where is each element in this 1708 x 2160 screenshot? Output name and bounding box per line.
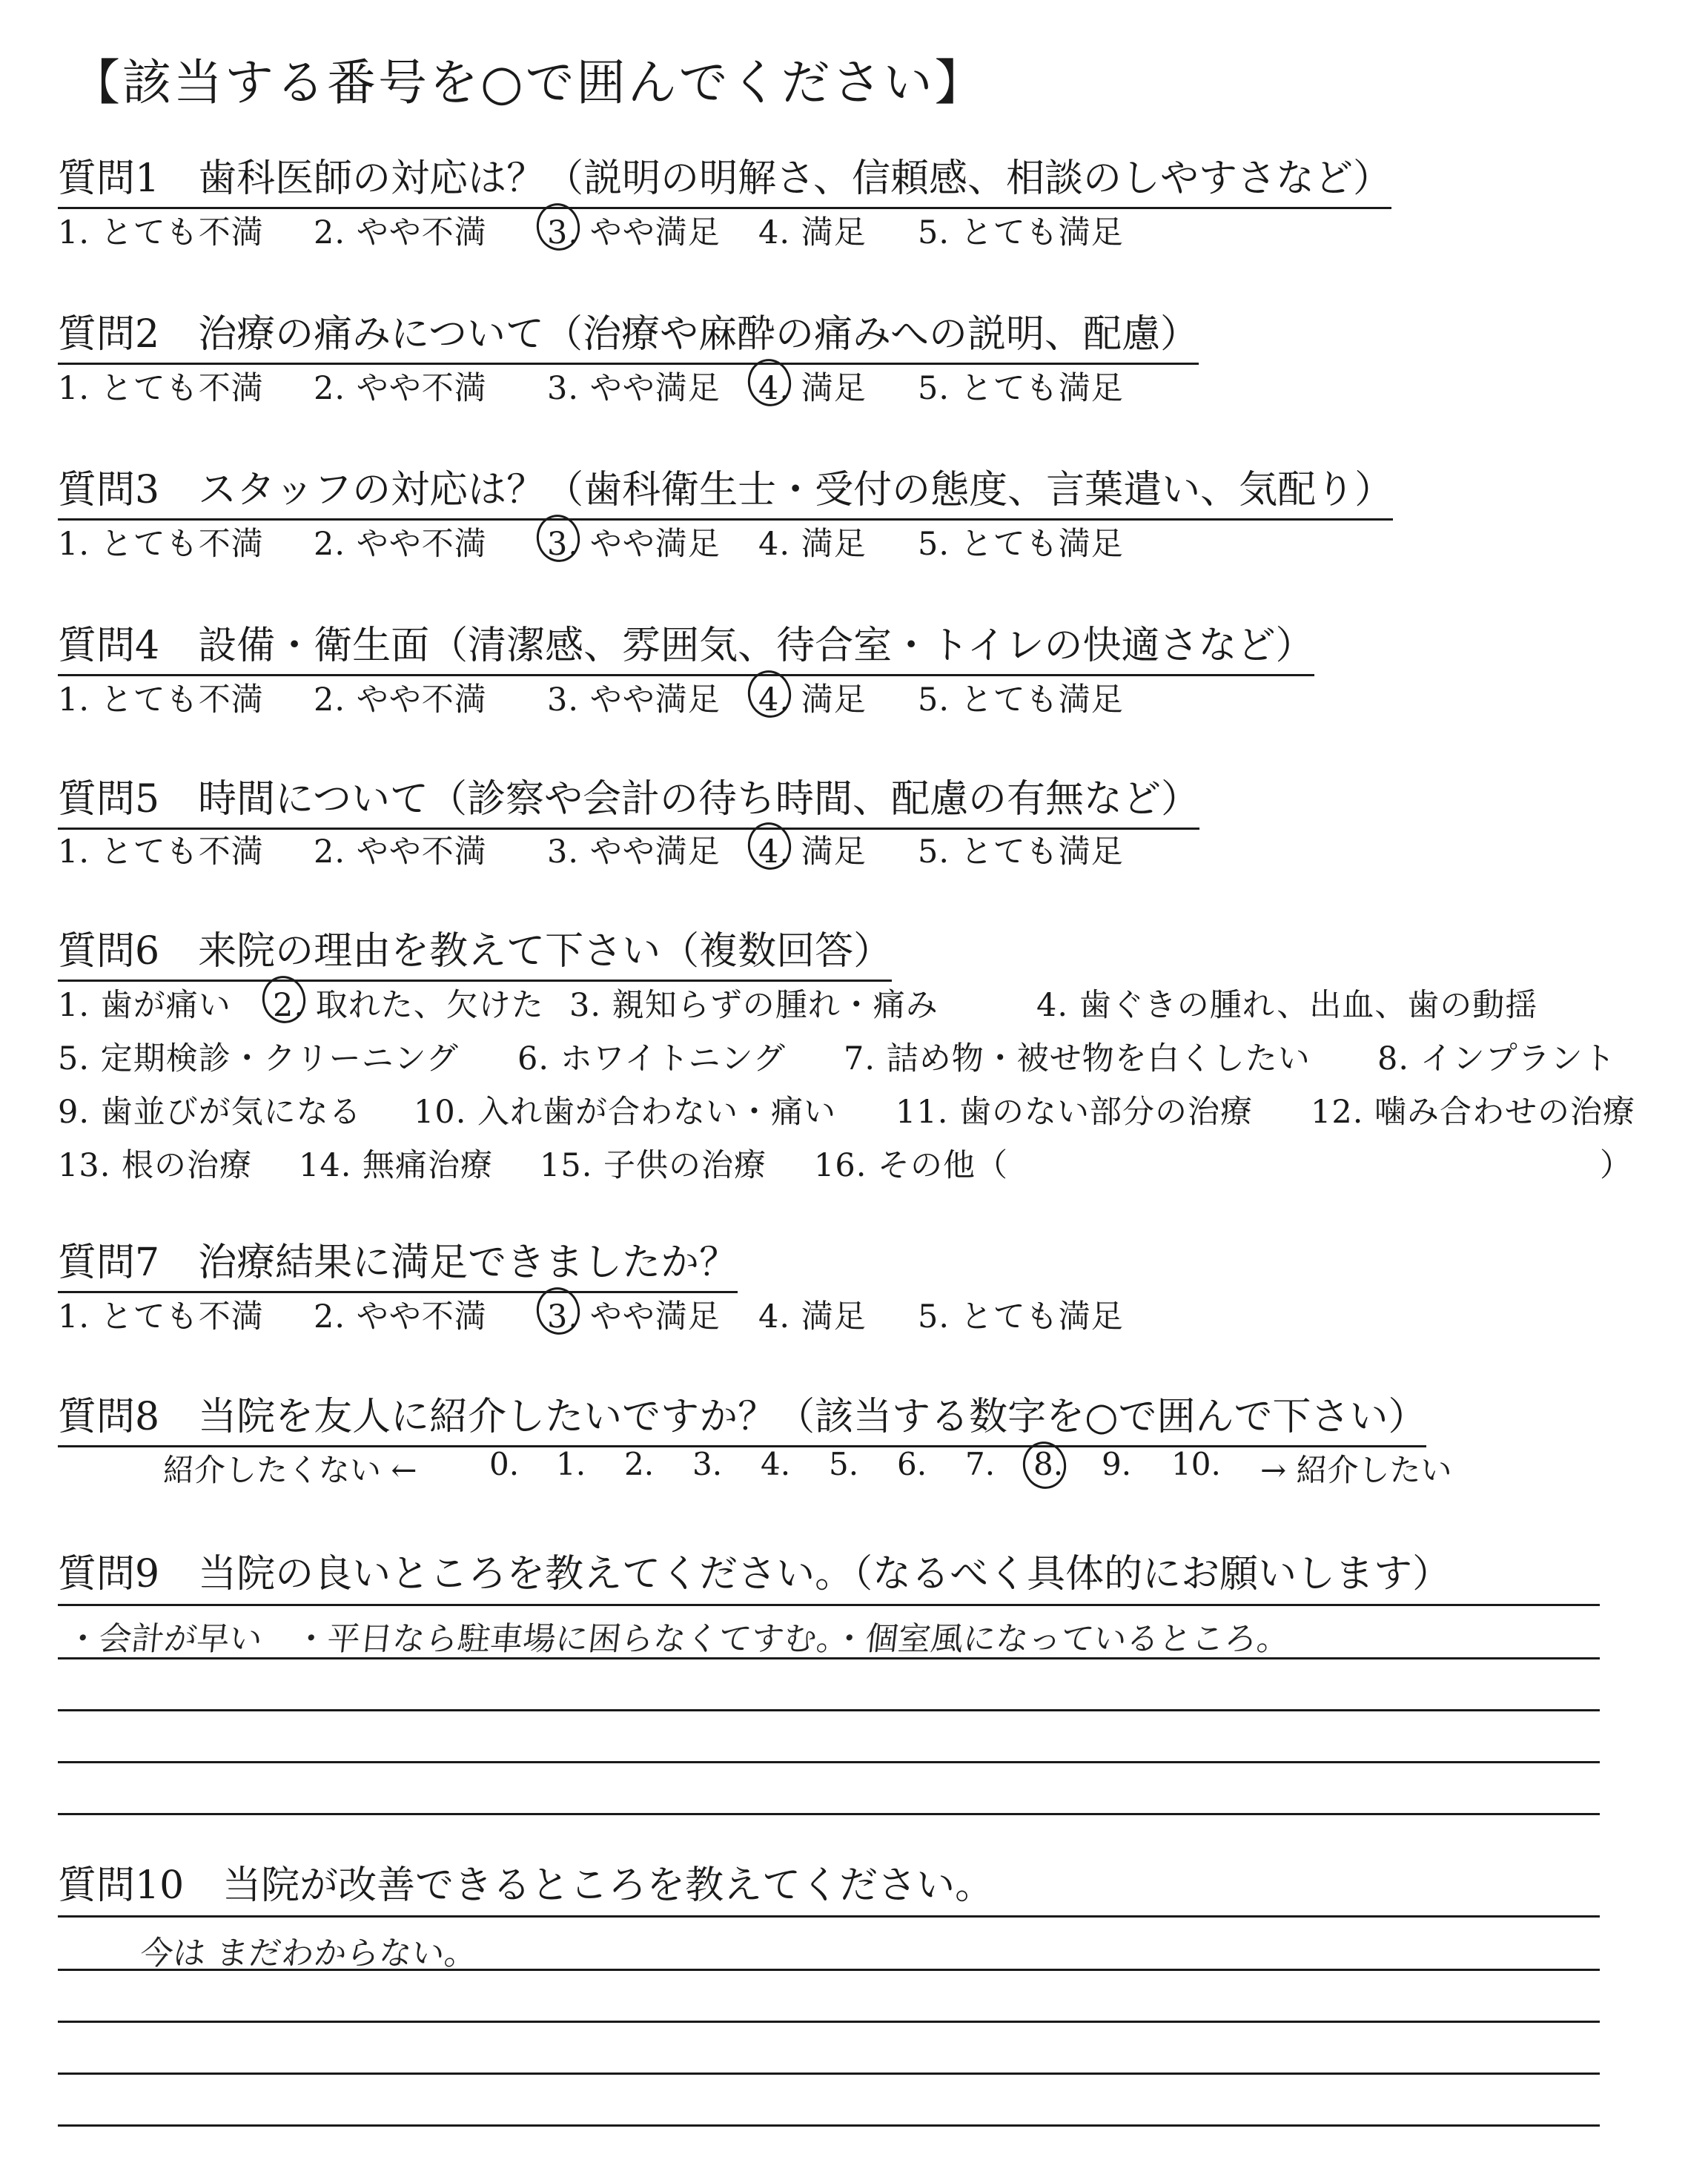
q6-option-8[interactable]: 8. インプラント — [1377, 1040, 1616, 1077]
q6-option-14[interactable]: 14. 無痛治療 — [299, 1147, 494, 1184]
rating-option-5[interactable] — [918, 519, 1124, 564]
q6-option-7[interactable]: 7. 詰め物・被せ物を白くしたい — [844, 1040, 1311, 1077]
rating-option-text: 3. やや満足 — [547, 833, 721, 871]
q6-option-3[interactable]: 3. 親知らずの腫れ・痛み — [569, 987, 939, 1024]
q8-value-0[interactable]: 0. — [489, 1446, 520, 1482]
rating-option-text: 4. 満足 — [758, 214, 867, 251]
rating-option-4[interactable] — [758, 208, 867, 253]
rating-option-4[interactable] — [758, 675, 867, 720]
rating-option-text: 3. やや満足 — [547, 519, 721, 564]
question-1-heading: 質問1 歯科医師の対応は？（説明の明解さ、信頼感、相談のしやすさなど） — [58, 147, 1391, 209]
rating-option-text: 4. 満足 — [758, 1298, 867, 1335]
q6-option-5[interactable]: 5. 定期検診・クリーニング — [58, 1040, 459, 1077]
q6-other-close-paren: ） — [1600, 1147, 1632, 1184]
q6-option-9[interactable]: 9. 歯並びが気になる — [58, 1094, 362, 1131]
answer-line — [58, 2021, 1600, 2023]
rating-option-1[interactable] — [58, 827, 264, 872]
q10-handwritten-answer[interactable]: 今は まだわからない。 — [138, 1935, 480, 1972]
q8-right-label: → 紹介したい — [1260, 1452, 1452, 1488]
question-10-heading: 質問10 当院が改善できるところを教えてください。 — [58, 1863, 994, 1908]
q8-value-6[interactable]: 6. — [897, 1446, 927, 1482]
rating-option-5[interactable] — [918, 363, 1124, 409]
answer-line — [58, 2073, 1600, 2075]
q8-value-2[interactable]: 2. — [624, 1446, 655, 1482]
answer-line — [58, 1761, 1600, 1763]
rating-option-text: 4. 満足 — [758, 526, 867, 563]
rating-option-text: 3. やや満足 — [547, 208, 721, 253]
page-title: 【該当する番号を○で囲んでください】 — [71, 54, 986, 111]
answer-line — [58, 2124, 1600, 2127]
q8-value-7[interactable]: 7. — [965, 1446, 996, 1482]
answer-line — [58, 1969, 1600, 1971]
rating-option-2[interactable] — [314, 519, 487, 564]
question-2-heading: 質問2 治療の痛みについて（治療や麻酔の痛みへの説明、配慮） — [58, 303, 1199, 365]
question-9-heading: 質問9 当院の良いところを教えてください。（なるべく具体的にお願いします） — [58, 1552, 1452, 1596]
rating-option-3[interactable] — [547, 827, 721, 872]
rating-option-4[interactable] — [758, 519, 867, 564]
rating-option-text: 2. やや不満 — [314, 370, 487, 407]
rating-option-3[interactable] — [547, 519, 721, 564]
rating-option-text: 5. とても満足 — [918, 833, 1124, 871]
rating-option-text: 3. やや満足 — [547, 1292, 721, 1337]
question-8-heading: 質問8 当院を友人に紹介したいですか？（該当する数字を○で囲んで下さい） — [58, 1385, 1426, 1447]
q6-option-2-text: 2. 取れた、欠けた — [273, 980, 544, 1025]
rating-option-text: 4. 満足 — [758, 675, 867, 720]
q9-handwritten-answer[interactable]: ・会計が早い ・平日なら駐車場に困らなくてすむ。・個室風になっているところ。 — [64, 1620, 1292, 1658]
rating-option-text: 1. とても不満 — [58, 526, 264, 563]
q8-value-4[interactable]: 4. — [761, 1446, 791, 1482]
q6-option-2[interactable] — [273, 980, 544, 1025]
rating-option-5[interactable] — [918, 208, 1124, 253]
rating-option-2[interactable] — [314, 675, 487, 720]
q8-value-10[interactable]: 10. — [1171, 1446, 1221, 1482]
rating-option-3[interactable] — [547, 1292, 721, 1337]
rating-option-1[interactable] — [58, 675, 264, 720]
rating-option-text: 2. やや不満 — [314, 526, 487, 563]
rating-option-text: 3. やや満足 — [547, 370, 721, 407]
rating-option-4[interactable] — [758, 827, 867, 872]
question-5-heading: 質問5 時間について（診察や会計の待ち時間、配慮の有無など） — [58, 767, 1199, 830]
q8-value-5[interactable]: 5. — [829, 1446, 859, 1482]
rating-option-text: 1. とても不満 — [58, 1298, 264, 1335]
q6-option-11[interactable]: 11. 歯のない部分の治療 — [896, 1094, 1254, 1131]
rating-option-text: 2. やや不満 — [314, 681, 487, 719]
q6-option-10[interactable]: 10. 入れ歯が合わない・痛い — [414, 1094, 837, 1131]
rating-option-text: 5. とても満足 — [918, 370, 1124, 407]
answer-line — [58, 1604, 1600, 1606]
answer-line — [58, 1813, 1600, 1815]
rating-option-text: 1. とても不満 — [58, 370, 264, 407]
q8-value-9[interactable]: 9. — [1102, 1446, 1132, 1482]
q8-value-8-text: 8. — [1033, 1446, 1064, 1482]
rating-option-3[interactable] — [547, 208, 721, 253]
rating-option-3[interactable] — [547, 363, 721, 409]
question-3-heading: 質問3 スタッフの対応は？（歯科衛生士・受付の態度、言葉遣い、気配り） — [58, 458, 1393, 521]
rating-option-5[interactable] — [918, 1292, 1124, 1337]
q8-value-3[interactable]: 3. — [692, 1446, 723, 1482]
q6-option-15[interactable]: 15. 子供の治療 — [540, 1147, 767, 1184]
question-4-heading: 質問4 設備・衛生面（清潔感、雰囲気、待合室・トイレの快適さなど） — [58, 614, 1314, 676]
rating-option-1[interactable] — [58, 208, 264, 253]
q6-option-13[interactable]: 13. 根の治療 — [58, 1147, 253, 1184]
rating-option-4[interactable] — [758, 363, 867, 409]
q6-option-12[interactable]: 12. 噛み合わせの治療 — [1311, 1094, 1636, 1131]
rating-option-5[interactable] — [918, 675, 1124, 720]
rating-option-text: 4. 満足 — [758, 827, 867, 872]
q6-option-6[interactable]: 6. ホワイトニング — [517, 1040, 786, 1077]
rating-option-2[interactable] — [314, 1292, 487, 1337]
rating-option-text: 2. やや不満 — [314, 214, 487, 251]
rating-option-text: 5. とても満足 — [918, 1298, 1124, 1335]
rating-option-2[interactable] — [314, 827, 487, 872]
q6-option-16[interactable]: 16. その他（ — [814, 1147, 1009, 1184]
rating-option-text: 2. やや不満 — [314, 1298, 487, 1335]
rating-option-text: 3. やや満足 — [547, 681, 721, 719]
rating-option-1[interactable] — [58, 363, 264, 409]
rating-option-1[interactable] — [58, 1292, 264, 1337]
q8-left-label: 紹介したくない ← — [163, 1452, 417, 1488]
question-7-heading: 質問7 治療結果に満足できましたか？ — [58, 1231, 738, 1293]
rating-option-4[interactable] — [758, 1292, 867, 1337]
rating-option-5[interactable] — [918, 827, 1124, 872]
answer-line — [58, 1915, 1600, 1918]
answer-line — [58, 1709, 1600, 1711]
question-6-heading: 質問6 来院の理由を教えて下さい（複数回答） — [58, 919, 892, 982]
rating-option-3[interactable] — [547, 675, 721, 720]
rating-option-text: 4. 満足 — [758, 363, 867, 409]
rating-option-text: 5. とても満足 — [918, 214, 1124, 251]
rating-option-2[interactable] — [314, 208, 487, 253]
q8-value-1[interactable]: 1. — [556, 1446, 586, 1482]
rating-option-text: 1. とても不満 — [58, 214, 264, 251]
rating-option-2[interactable] — [314, 363, 487, 409]
rating-option-text: 5. とても満足 — [918, 526, 1124, 563]
rating-option-text: 2. やや不満 — [314, 833, 487, 871]
answer-line — [58, 1657, 1600, 1659]
rating-option-text: 5. とても満足 — [918, 681, 1124, 719]
rating-option-text: 1. とても不満 — [58, 681, 264, 719]
q8-value-8[interactable] — [1033, 1446, 1063, 1482]
q6-option-4[interactable]: 4. 歯ぐきの腫れ、出血、歯の動揺 — [1036, 987, 1538, 1024]
q6-option-1[interactable]: 1. 歯が痛い — [58, 987, 231, 1024]
rating-option-text: 1. とても不満 — [58, 833, 264, 871]
rating-option-1[interactable] — [58, 519, 264, 564]
